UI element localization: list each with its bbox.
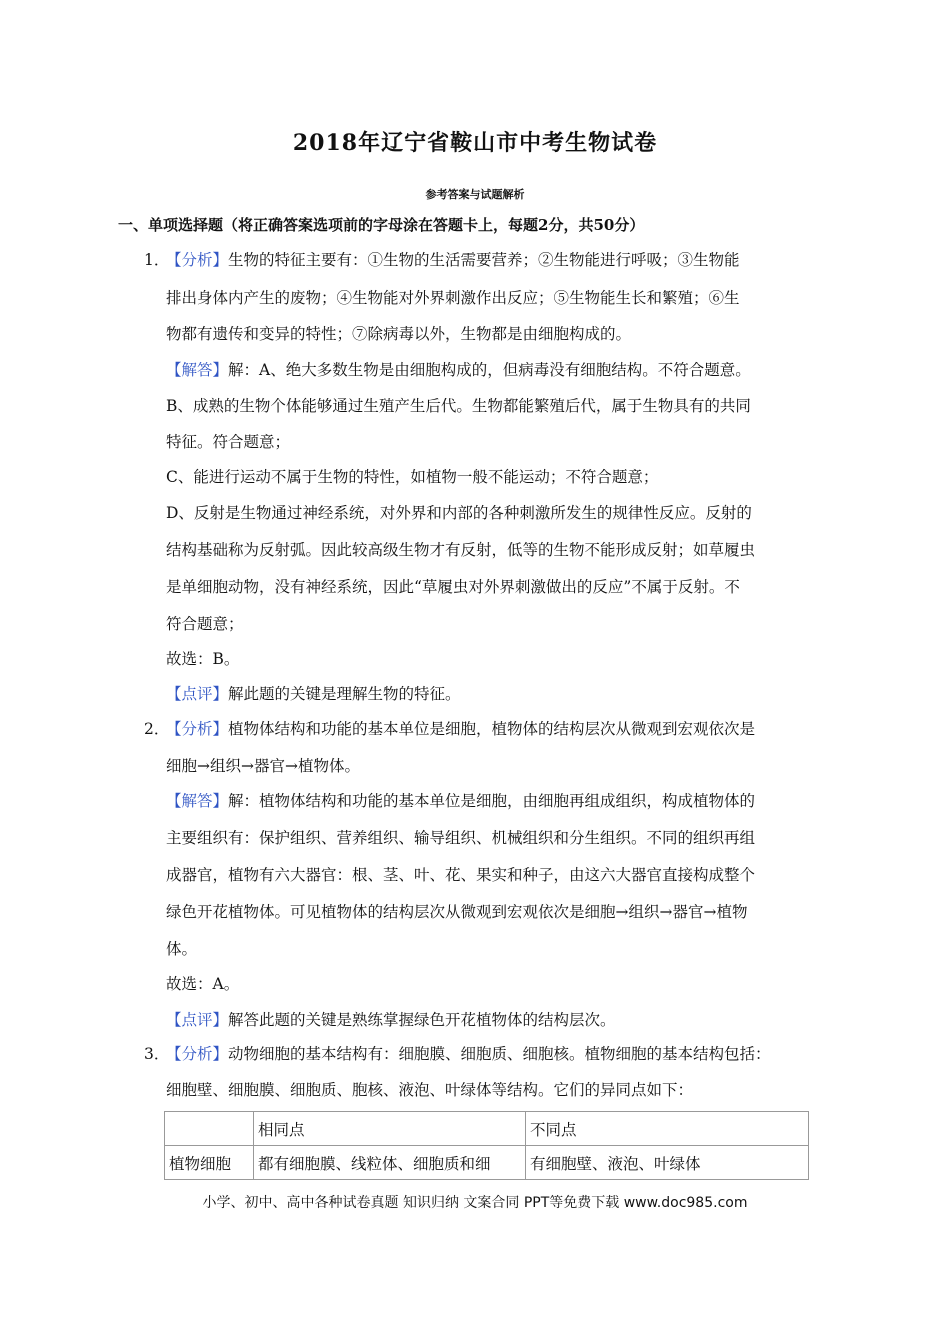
table-header-cell: 不同点 [526, 1112, 809, 1146]
q1-analysis-line: 【分析】生物的特征主要有：①生物的生活需要营养；②生物能进行呼吸；③生物能 [166, 251, 740, 269]
table-row [165, 1146, 809, 1180]
page-title: 2018年辽宁省鞍山市中考生物试卷 [292, 130, 658, 156]
q3-analysis-tag: 【分析】 [166, 1045, 229, 1063]
table-header-row [165, 1112, 809, 1146]
q1-answer-line: 【解答】解：A、绝大多数生物是由细胞构成的，但病毒没有细胞结构。不符合题意。 [166, 361, 751, 379]
q1-analysis-line: 排出身体内产生的废物；④生物能对外界刺激作出反应；⑤生物能生长和繁殖；⑥生 [166, 289, 740, 307]
q1-number: 1． [144, 251, 170, 269]
q2-answer-line: 故选：A。 [166, 975, 240, 993]
q2-answer-line: 体。 [166, 940, 198, 958]
table-header-cell [165, 1112, 254, 1146]
q1-analysis-line: 物都有遗传和变异的特性；⑦除病毒以外，生物都是由细胞构成的。 [166, 325, 632, 343]
q1-answer-line: C、能进行运动不属于生物的特性，如植物一般不能运动；不符合题意； [166, 468, 659, 486]
q2-analysis-tag: 【分析】 [166, 720, 229, 738]
q2-answer-line: 成器官，植物有六大器官：根、茎、叶、花、果实和种子，由这六大器官直接构成整个 [166, 866, 756, 884]
q3-analysis-line: 细胞壁、细胞膜、细胞质、胞核、液泡、叶绿体等结构。它们的异同点如下： [166, 1081, 694, 1099]
q2-number: 2． [144, 720, 170, 738]
q3-number: 3． [144, 1045, 170, 1063]
comparison-table [164, 1111, 809, 1180]
q1-answer-line: 故选：B。 [166, 650, 240, 668]
q2-answer-tag: 【解答】 [166, 792, 229, 810]
q1-comment-tag: 【点评】 [166, 685, 229, 703]
q1-answer-line: D、反射是生物通过神经系统，对外界和内部的各种刺激所发生的规律性反应。反射的 [166, 504, 752, 522]
section-heading: 一、单项选择题（将正确答案选项前的字母涂在答题卡上，每题2分，共50分） [118, 216, 645, 234]
q1-answer-line: 是单细胞动物，没有神经系统，因此“草履虫对外界刺激做出的反应”不属于反射。不 [166, 578, 740, 596]
q1-answer-line: 结构基础称为反射弧。因此较高级生物才有反射，低等的生物不能形成反射；如草履虫 [166, 541, 756, 559]
q2-answer-line: 【解答】解：植物体结构和功能的基本单位是细胞，由细胞再组成组织，构成植物体的 [166, 792, 756, 810]
table-header-cell: 相同点 [254, 1112, 526, 1146]
page-footer: 小学、初中、高中各种试卷真题 知识归纳 文案合同 PPT等免费下载 www.doc985.com [202, 1195, 748, 1211]
q2-analysis-line: 【分析】植物体结构和功能的基本单位是细胞，植物体的结构层次从微观到宏观依次是 [166, 720, 756, 738]
table-cell: 植物细胞 [165, 1146, 254, 1180]
page-subtitle: 参考答案与试题解析 [425, 188, 525, 201]
q1-comment-line: 【点评】解此题的关键是理解生物的特征。 [166, 685, 461, 703]
table-cell: 都有细胞膜、线粒体、细胞质和细 [254, 1146, 526, 1180]
q2-answer-line: 主要组织有：保护组织、营养组织、输导组织、机械组织和分生组织。不同的组织再组 [166, 829, 756, 847]
q1-analysis-tag: 【分析】 [166, 251, 229, 269]
q1-answer-tag: 【解答】 [166, 361, 229, 379]
q2-analysis-line: 细胞→组织→器官→植物体。 [166, 757, 360, 775]
table-cell: 有细胞壁、液泡、叶绿体 [526, 1146, 809, 1180]
q2-comment-line: 【点评】解答此题的关键是熟练掌握绿色开花植物体的结构层次。 [166, 1011, 616, 1029]
q3-analysis-line: 【分析】动物细胞的基本结构有：细胞膜、细胞质、细胞核。植物细胞的基本结构包括： [166, 1045, 771, 1063]
q1-answer-line: 符合题意； [166, 615, 244, 633]
q1-answer-line: 特征。符合题意； [166, 433, 291, 451]
q1-answer-line: B、成熟的生物个体能够通过生殖产生后代。生物都能繁殖后代，属于生物具有的共同 [166, 397, 751, 415]
q2-answer-line: 绿色开花植物体。可见植物体的结构层次从微观到宏观依次是细胞→组织→器官→植物 [166, 903, 748, 921]
q2-comment-tag: 【点评】 [166, 1011, 229, 1029]
